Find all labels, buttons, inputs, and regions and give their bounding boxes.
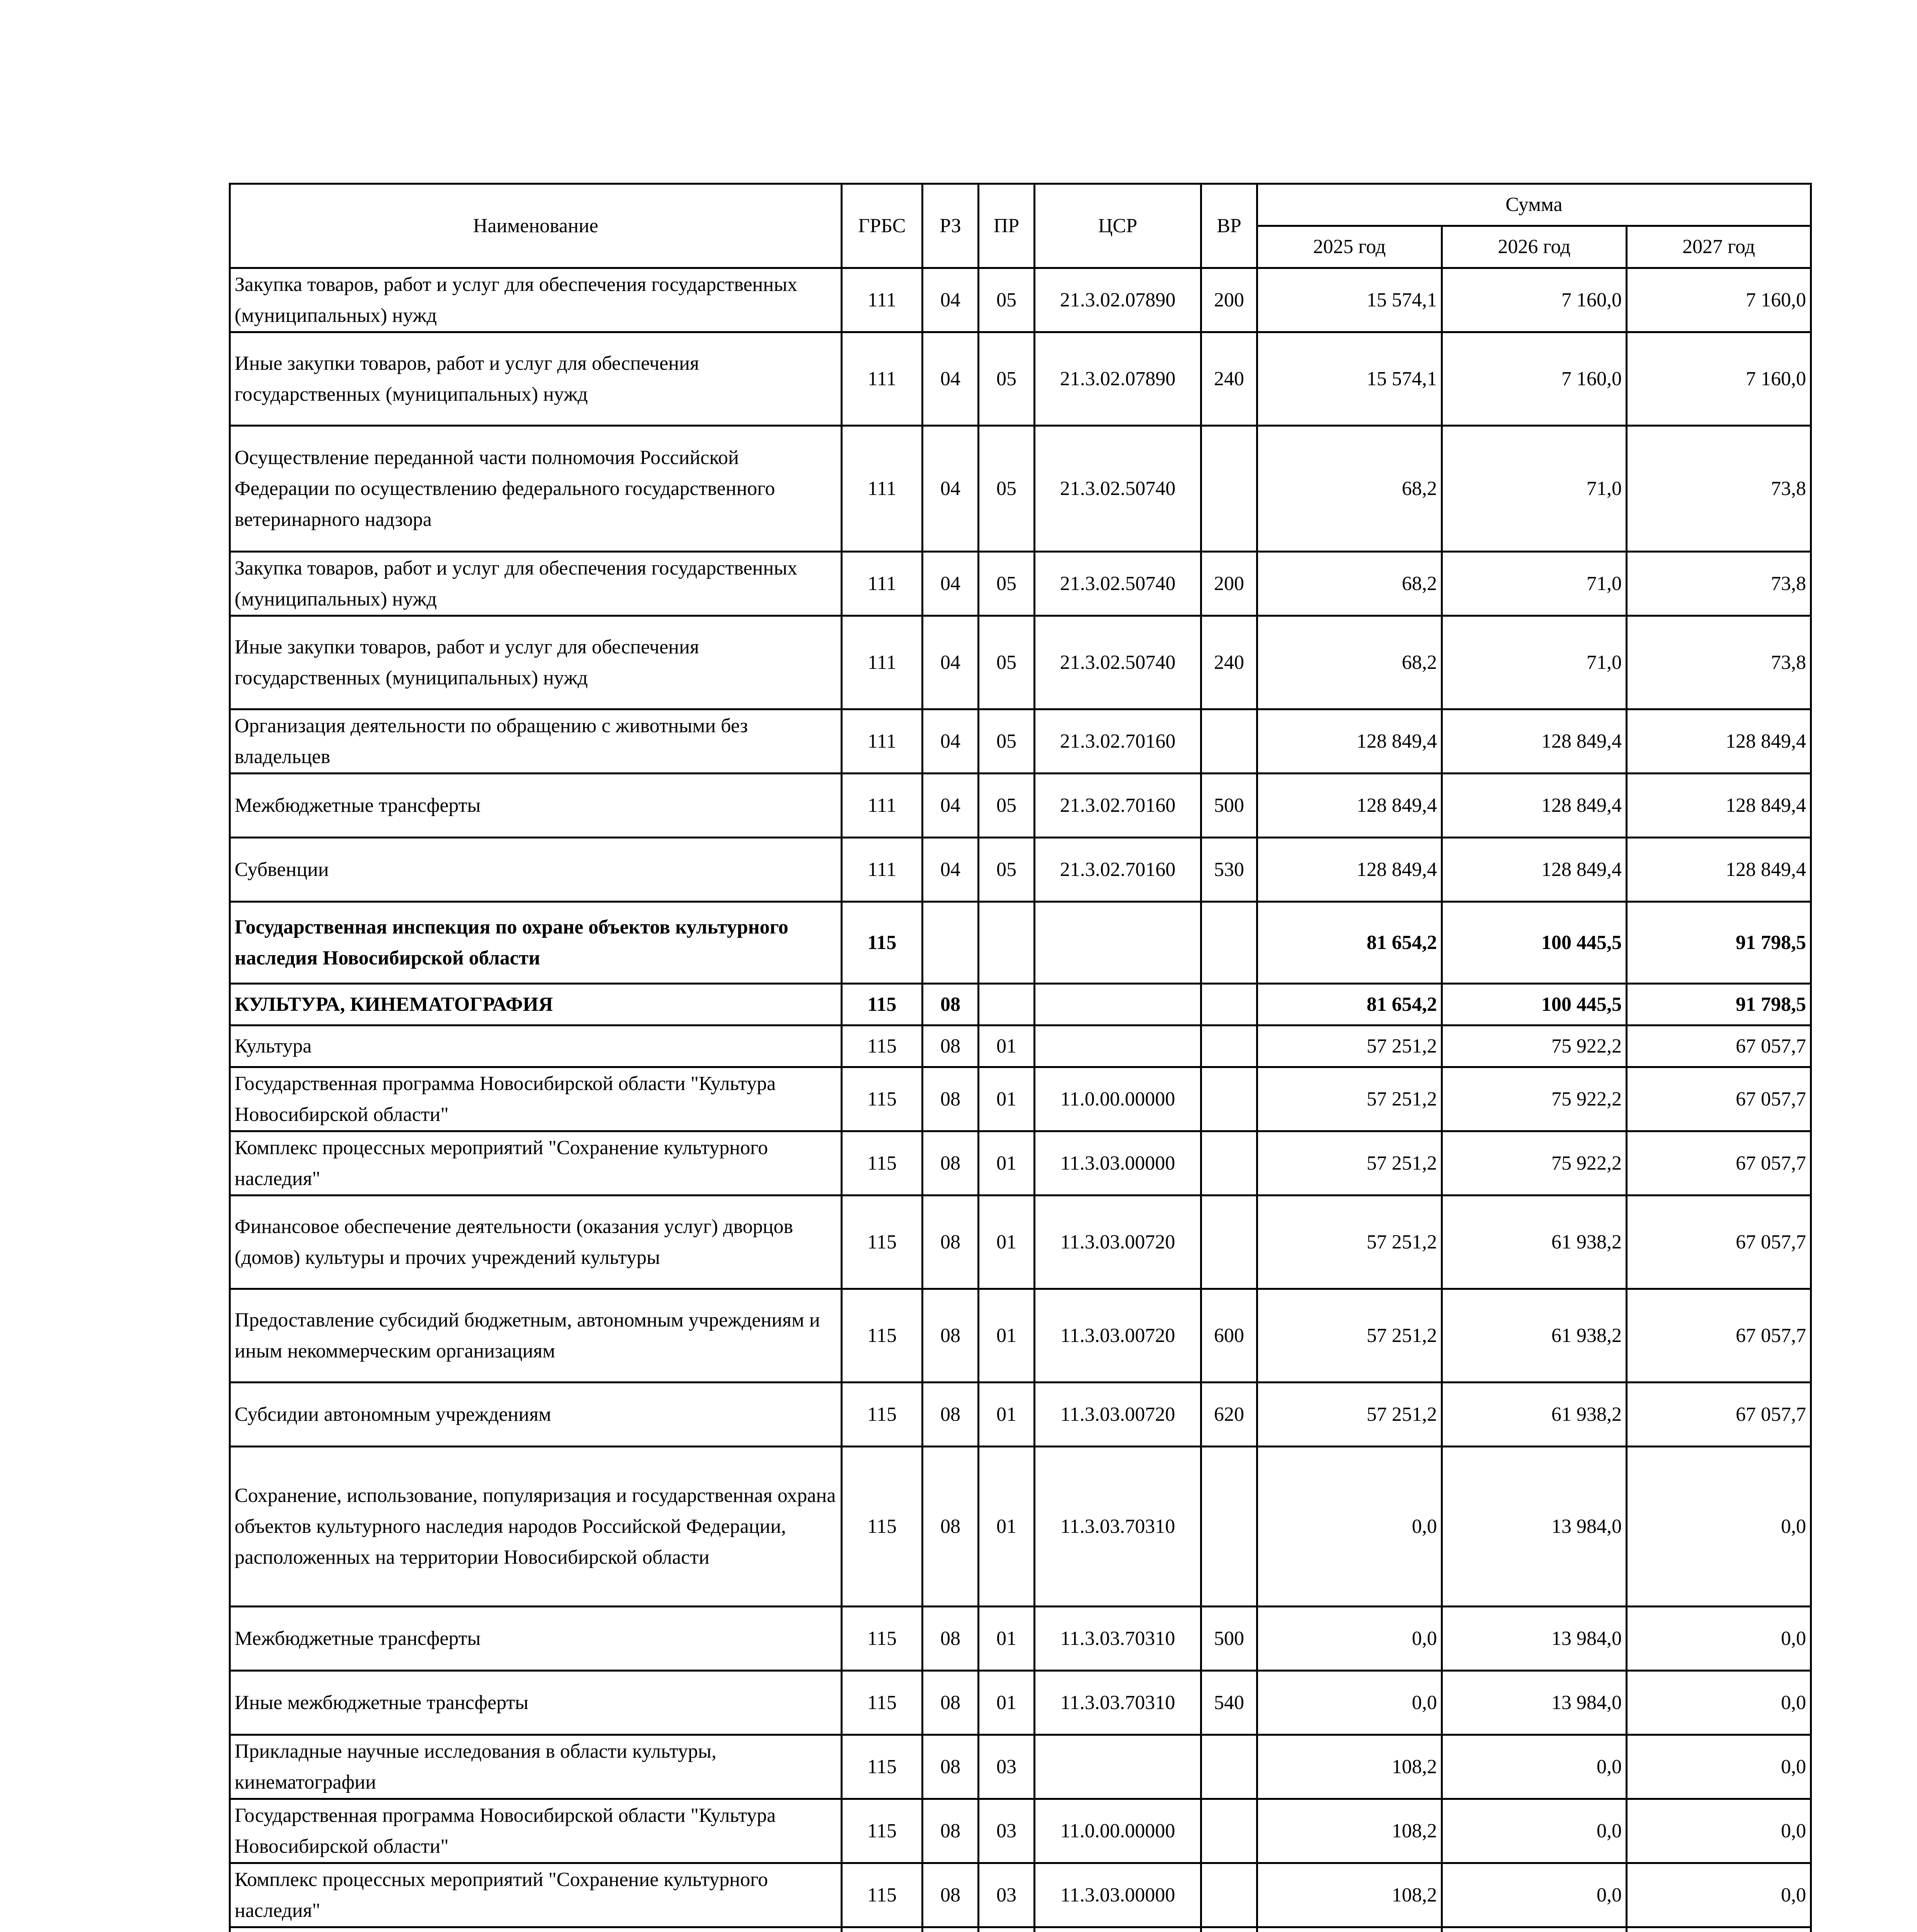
- table-row: [230, 1026, 1811, 1067]
- cell-name: Закупка товаров, работ и услуг для обеспечения государственных (муниципальных) нужд: [230, 552, 842, 616]
- cell-sum-2025: 15 574,1: [1257, 268, 1442, 332]
- table-row: [230, 616, 1811, 709]
- header-grbs: ГРБС: [842, 184, 923, 268]
- cell-rz: 04: [923, 426, 979, 552]
- cell-pr: 03: [979, 1799, 1035, 1863]
- cell-vr: [1201, 1799, 1257, 1863]
- header-year-2026: 2026 год: [1442, 226, 1627, 268]
- cell-rz: 04: [923, 709, 979, 774]
- table-row: [230, 1607, 1811, 1671]
- cell-vr: 200: [1201, 552, 1257, 616]
- cell-name: Межбюджетные трансферты: [230, 774, 842, 838]
- cell-vr: [1201, 1067, 1257, 1131]
- cell-pr: 01: [979, 1026, 1035, 1067]
- cell-sum-2026: 13 984,0: [1442, 1447, 1627, 1607]
- cell-sum-2025: 0,0: [1257, 1607, 1442, 1671]
- cell-vr: 240: [1201, 332, 1257, 426]
- cell-sum-2026: 7 160,0: [1442, 332, 1627, 426]
- cell-rz: 04: [923, 616, 979, 709]
- table-row: [230, 1289, 1811, 1383]
- cell-pr: 05: [979, 774, 1035, 838]
- cell-pr: 05: [979, 426, 1035, 552]
- cell-sum-2025: 57 251,2: [1257, 1131, 1442, 1196]
- cell-pr: 03: [979, 1863, 1035, 1927]
- cell-name: Комплекс процессных мероприятий "Сохранение культурного наследия": [230, 1863, 842, 1927]
- cell-rz: 08: [923, 1067, 979, 1131]
- cell-grbs: 115: [842, 1383, 923, 1447]
- cell-grbs: 111: [842, 709, 923, 774]
- cell-vr: [1201, 1927, 1257, 1932]
- cell-grbs: 115: [842, 1067, 923, 1131]
- header-year-2027: 2027 год: [1627, 226, 1811, 268]
- cell-csr: 11.3.03.70310: [1035, 1447, 1201, 1607]
- cell-vr: [1201, 1131, 1257, 1196]
- table-row: [230, 552, 1811, 616]
- cell-sum-2026: 75 922,2: [1442, 1026, 1627, 1067]
- cell-sum-2027: 67 057,7: [1627, 1067, 1811, 1131]
- cell-csr: 21.3.02.07890: [1035, 332, 1201, 426]
- cell-name: [230, 1927, 842, 1932]
- cell-sum-2025: 128 849,4: [1257, 838, 1442, 902]
- cell-csr: 21.3.02.70160: [1035, 774, 1201, 838]
- cell-grbs: 115: [842, 1447, 923, 1607]
- cell-vr: [1201, 1447, 1257, 1607]
- cell-rz: 08: [923, 1383, 979, 1447]
- cell-pr: 01: [979, 1671, 1035, 1735]
- cell-sum-2026: 75 922,2: [1442, 1067, 1627, 1131]
- cell-sum-2027: 0,0: [1627, 1671, 1811, 1735]
- cell-sum-2027: 67 057,7: [1627, 1289, 1811, 1383]
- cell-grbs: 115: [842, 1131, 923, 1196]
- table-row: [230, 984, 1811, 1026]
- cell-vr: [1201, 1735, 1257, 1799]
- cell-sum-2027: 67 057,7: [1627, 1131, 1811, 1196]
- cell-name: Субсидии автономным учреждениям: [230, 1383, 842, 1447]
- cell-sum-2027: 0,0: [1627, 1447, 1811, 1607]
- cell-sum-2027: 0,0: [1627, 1799, 1811, 1863]
- budget-table: [229, 183, 1812, 1932]
- cell-sum-2025: 57 251,2: [1257, 1026, 1442, 1067]
- cell-sum-2026: 100 445,5: [1442, 984, 1627, 1026]
- cell-name: Иные закупки товаров, работ и услуг для обеспечения государственных (муниципальных) нужд: [230, 332, 842, 426]
- cell-csr: 11.3.03.00720: [1035, 1289, 1201, 1383]
- cell-sum-2026: [1442, 1927, 1627, 1932]
- table-row: [230, 1799, 1811, 1863]
- table-row: [230, 1383, 1811, 1447]
- cell-grbs: 111: [842, 332, 923, 426]
- cell-sum-2027: 73,8: [1627, 426, 1811, 552]
- cell-name: КУЛЬТУРА, КИНЕМАТОГРАФИЯ: [230, 984, 842, 1026]
- cell-grbs: 111: [842, 774, 923, 838]
- cell-pr: 05: [979, 709, 1035, 774]
- cell-sum-2026: 128 849,4: [1442, 709, 1627, 774]
- cell-grbs: 111: [842, 552, 923, 616]
- cell-sum-2027: 128 849,4: [1627, 774, 1811, 838]
- cell-grbs: 115: [842, 1607, 923, 1671]
- cell-pr: 05: [979, 838, 1035, 902]
- cell-rz: 04: [923, 552, 979, 616]
- cell-csr: 21.3.02.70160: [1035, 838, 1201, 902]
- cell-rz: 08: [923, 1026, 979, 1067]
- cell-sum-2026: 128 849,4: [1442, 838, 1627, 902]
- cell-sum-2027: 91 798,5: [1627, 902, 1811, 984]
- cell-rz: 08: [923, 1863, 979, 1927]
- cell-vr: [1201, 984, 1257, 1026]
- cell-vr: [1201, 426, 1257, 552]
- cell-rz: 08: [923, 1799, 979, 1863]
- cell-sum-2026: 71,0: [1442, 616, 1627, 709]
- cell-sum-2027: 0,0: [1627, 1607, 1811, 1671]
- cell-sum-2027: 67 057,7: [1627, 1383, 1811, 1447]
- cell-grbs: 115: [842, 1671, 923, 1735]
- cell-rz: 08: [923, 984, 979, 1026]
- cell-name: Субвенции: [230, 838, 842, 902]
- cell-csr: [1035, 1026, 1201, 1067]
- cell-sum-2026: 61 938,2: [1442, 1196, 1627, 1289]
- cell-sum-2025: 108,2: [1257, 1735, 1442, 1799]
- cell-sum-2026: 128 849,4: [1442, 774, 1627, 838]
- table-row: [230, 426, 1811, 552]
- cell-csr: 11.3.03.00000: [1035, 1131, 1201, 1196]
- header-name: Наименование: [230, 184, 842, 268]
- cell-sum-2027: 91 798,5: [1627, 984, 1811, 1026]
- cell-pr: 05: [979, 268, 1035, 332]
- table-row: [230, 838, 1811, 902]
- header-csr: ЦСР: [1035, 184, 1201, 268]
- cell-csr: [1035, 1735, 1201, 1799]
- cell-name: Государственная программа Новосибирской области "Культура Новосибирской области": [230, 1067, 842, 1131]
- cell-pr: 05: [979, 332, 1035, 426]
- cell-name: Иные закупки товаров, работ и услуг для обеспечения государственных (муниципальных) нужд: [230, 616, 842, 709]
- cell-name: Прикладные научные исследования в области культуры, кинематографии: [230, 1735, 842, 1799]
- cell-sum-2025: 81 654,2: [1257, 902, 1442, 984]
- cell-pr: 01: [979, 1067, 1035, 1131]
- table-row: [230, 902, 1811, 984]
- cell-vr: 200: [1201, 268, 1257, 332]
- cell-sum-2027: [1627, 1927, 1811, 1932]
- cell-vr: 530: [1201, 838, 1257, 902]
- table-body: [230, 268, 1811, 1932]
- cell-csr: 11.0.00.00000: [1035, 1799, 1201, 1863]
- cell-sum-2026: 71,0: [1442, 552, 1627, 616]
- cell-pr: 05: [979, 616, 1035, 709]
- cell-sum-2025: 57 251,2: [1257, 1289, 1442, 1383]
- table-header: [230, 184, 1811, 268]
- cell-sum-2025: 57 251,2: [1257, 1067, 1442, 1131]
- cell-rz: [923, 1927, 979, 1932]
- cell-name: Закупка товаров, работ и услуг для обеспечения государственных (муниципальных) нужд: [230, 268, 842, 332]
- table-row: [230, 1735, 1811, 1799]
- cell-rz: [923, 902, 979, 984]
- cell-csr: 11.3.03.70310: [1035, 1671, 1201, 1735]
- cell-pr: 01: [979, 1289, 1035, 1383]
- cell-sum-2025: 57 251,2: [1257, 1196, 1442, 1289]
- header-sum: Сумма: [1257, 184, 1811, 226]
- cell-name: Финансовое обеспечение деятельности (оказания услуг) дворцов (домов) культуры и прочих учреждений культуры: [230, 1196, 842, 1289]
- cell-rz: 08: [923, 1671, 979, 1735]
- cell-rz: 04: [923, 774, 979, 838]
- cell-rz: 08: [923, 1735, 979, 1799]
- table-row: [230, 774, 1811, 838]
- cell-csr: 11.3.03.70310: [1035, 1607, 1201, 1671]
- cell-csr: 21.3.02.70160: [1035, 709, 1201, 774]
- cell-pr: 05: [979, 552, 1035, 616]
- cell-sum-2025: 108,2: [1257, 1863, 1442, 1927]
- header-pr: ПР: [979, 184, 1035, 268]
- table-row: [230, 1196, 1811, 1289]
- cell-sum-2027: 7 160,0: [1627, 268, 1811, 332]
- cell-pr: [979, 984, 1035, 1026]
- cell-name: Предоставление субсидий бюджетным, автономным учреждениям и иным некоммерческим организациям: [230, 1289, 842, 1383]
- cell-sum-2025: 68,2: [1257, 616, 1442, 709]
- table-row: [230, 1131, 1811, 1196]
- cell-sum-2025: 0,0: [1257, 1447, 1442, 1607]
- table-row: [230, 1671, 1811, 1735]
- table-row: [230, 268, 1811, 332]
- cell-sum-2026: 0,0: [1442, 1799, 1627, 1863]
- cell-sum-2027: 73,8: [1627, 552, 1811, 616]
- cell-grbs: 115: [842, 1196, 923, 1289]
- cell-sum-2026: 71,0: [1442, 426, 1627, 552]
- cell-vr: [1201, 902, 1257, 984]
- cell-pr: [979, 902, 1035, 984]
- cell-csr: 11.0.00.00000: [1035, 1067, 1201, 1131]
- cell-vr: [1201, 1026, 1257, 1067]
- cell-name: Осуществление переданной части полномочия Российской Федерации по осуществлению федерального государственного ветеринарного надзора: [230, 426, 842, 552]
- cell-rz: 04: [923, 838, 979, 902]
- cell-sum-2026: 100 445,5: [1442, 902, 1627, 984]
- cell-vr: 600: [1201, 1289, 1257, 1383]
- header-year-2025: 2025 год: [1257, 226, 1442, 268]
- cell-grbs: 111: [842, 426, 923, 552]
- cell-name: Иные межбюджетные трансферты: [230, 1671, 842, 1735]
- cell-rz: 08: [923, 1607, 979, 1671]
- table-row: [230, 332, 1811, 426]
- header-rz: РЗ: [923, 184, 979, 268]
- table-row: [230, 1863, 1811, 1927]
- cell-sum-2026: 13 984,0: [1442, 1607, 1627, 1671]
- cell-rz: 08: [923, 1196, 979, 1289]
- cell-sum-2025: 0,0: [1257, 1671, 1442, 1735]
- cell-vr: 240: [1201, 616, 1257, 709]
- table-row: [230, 709, 1811, 774]
- cell-vr: [1201, 1196, 1257, 1289]
- cell-sum-2026: 0,0: [1442, 1735, 1627, 1799]
- cell-sum-2027: 73,8: [1627, 616, 1811, 709]
- cell-csr: 21.3.02.07890: [1035, 268, 1201, 332]
- cell-sum-2025: 57 251,2: [1257, 1383, 1442, 1447]
- cell-sum-2025: 128 849,4: [1257, 774, 1442, 838]
- cell-pr: 01: [979, 1607, 1035, 1671]
- cell-grbs: 115: [842, 902, 923, 984]
- cell-rz: 04: [923, 268, 979, 332]
- cell-name: Сохранение, использование, популяризация и государственная охрана объектов культурного наследия народов Российской Федерации, расположенных на территории Новосибирской области: [230, 1447, 842, 1607]
- cell-sum-2027: 67 057,7: [1627, 1026, 1811, 1067]
- cell-sum-2026: 0,0: [1442, 1863, 1627, 1927]
- cell-grbs: 115: [842, 1799, 923, 1863]
- cell-sum-2026: 61 938,2: [1442, 1383, 1627, 1447]
- cell-sum-2027: 67 057,7: [1627, 1196, 1811, 1289]
- cell-sum-2027: 0,0: [1627, 1863, 1811, 1927]
- cell-sum-2027: 7 160,0: [1627, 332, 1811, 426]
- cell-csr: [1035, 1927, 1201, 1932]
- cell-vr: 500: [1201, 774, 1257, 838]
- cell-csr: [1035, 984, 1201, 1026]
- cell-rz: 08: [923, 1131, 979, 1196]
- cell-sum-2025: 81 654,2: [1257, 984, 1442, 1026]
- cell-name: Организация деятельности по обращению с животными без владельцев: [230, 709, 842, 774]
- cell-sum-2025: 15 574,1: [1257, 332, 1442, 426]
- cell-grbs: 115: [842, 984, 923, 1026]
- cell-grbs: 115: [842, 1289, 923, 1383]
- cell-grbs: 111: [842, 268, 923, 332]
- cell-grbs: 111: [842, 616, 923, 709]
- header-row-1: [230, 184, 1811, 226]
- cell-vr: [1201, 1863, 1257, 1927]
- cell-sum-2026: 7 160,0: [1442, 268, 1627, 332]
- cell-grbs: 115: [842, 1735, 923, 1799]
- cell-name: Государственная инспекция по охране объектов культурного наследия Новосибирской области: [230, 902, 842, 984]
- cell-rz: 08: [923, 1447, 979, 1607]
- cell-csr: 21.3.02.50740: [1035, 426, 1201, 552]
- cell-grbs: 111: [842, 838, 923, 902]
- cell-pr: 01: [979, 1447, 1035, 1607]
- cell-csr: [1035, 902, 1201, 984]
- cell-vr: 500: [1201, 1607, 1257, 1671]
- table-row: [230, 1067, 1811, 1131]
- cell-csr: 11.3.03.00720: [1035, 1383, 1201, 1447]
- cell-sum-2025: 68,2: [1257, 552, 1442, 616]
- cell-name: Государственная программа Новосибирской области "Культура Новосибирской области": [230, 1799, 842, 1863]
- cell-name: Культура: [230, 1026, 842, 1067]
- cell-pr: 01: [979, 1196, 1035, 1289]
- cell-csr: 21.3.02.50740: [1035, 616, 1201, 709]
- cell-pr: 01: [979, 1383, 1035, 1447]
- cell-sum-2025: 108,2: [1257, 1799, 1442, 1863]
- cell-sum-2025: 68,2: [1257, 426, 1442, 552]
- cell-sum-2025: [1257, 1927, 1442, 1932]
- table-row: [230, 1927, 1811, 1932]
- cell-rz: 04: [923, 332, 979, 426]
- cell-sum-2026: 75 922,2: [1442, 1131, 1627, 1196]
- cell-pr: [979, 1927, 1035, 1932]
- cell-sum-2027: 128 849,4: [1627, 838, 1811, 902]
- cell-pr: 01: [979, 1131, 1035, 1196]
- cell-vr: [1201, 709, 1257, 774]
- header-vr: ВР: [1201, 184, 1257, 268]
- cell-name: Комплекс процессных мероприятий "Сохранение культурного наследия": [230, 1131, 842, 1196]
- cell-grbs: [842, 1927, 923, 1932]
- table-row: [230, 1447, 1811, 1607]
- cell-vr: 620: [1201, 1383, 1257, 1447]
- cell-csr: 11.3.03.00000: [1035, 1863, 1201, 1927]
- cell-sum-2027: 0,0: [1627, 1735, 1811, 1799]
- cell-sum-2026: 61 938,2: [1442, 1289, 1627, 1383]
- cell-name: Межбюджетные трансферты: [230, 1607, 842, 1671]
- cell-pr: 03: [979, 1735, 1035, 1799]
- cell-csr: 21.3.02.50740: [1035, 552, 1201, 616]
- cell-sum-2026: 13 984,0: [1442, 1671, 1627, 1735]
- cell-grbs: 115: [842, 1026, 923, 1067]
- cell-grbs: 115: [842, 1863, 923, 1927]
- cell-sum-2025: 128 849,4: [1257, 709, 1442, 774]
- cell-csr: 11.3.03.00720: [1035, 1196, 1201, 1289]
- cell-rz: 08: [923, 1289, 979, 1383]
- cell-sum-2027: 128 849,4: [1627, 709, 1811, 774]
- cell-vr: 540: [1201, 1671, 1257, 1735]
